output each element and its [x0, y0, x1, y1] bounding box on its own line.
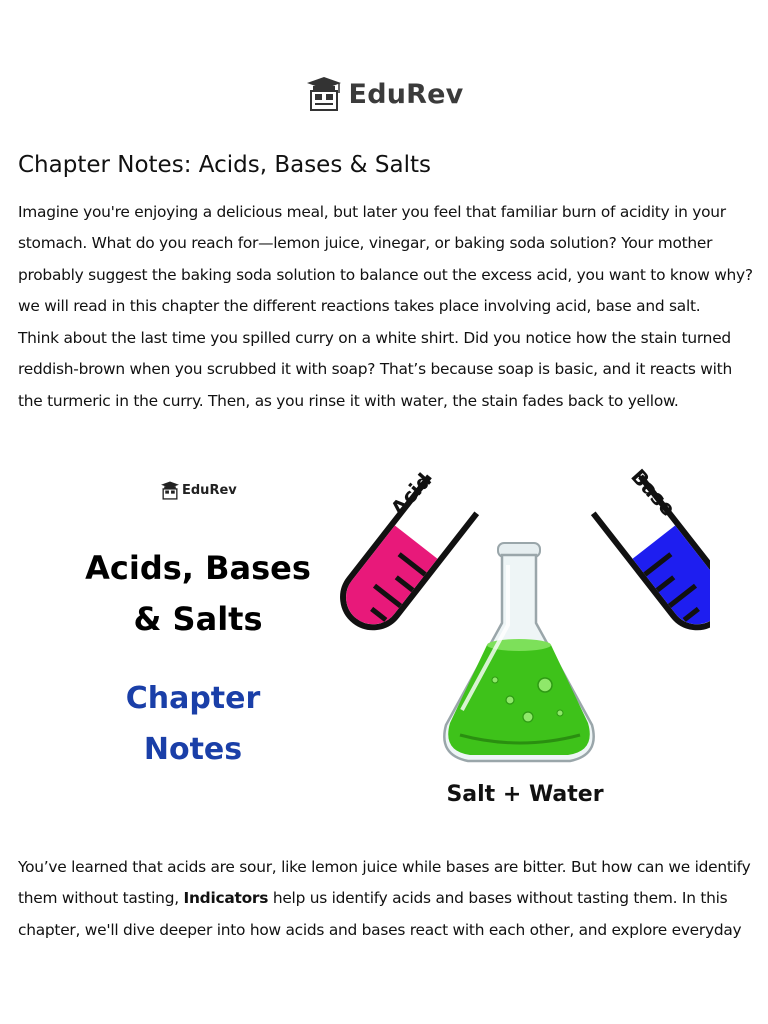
chemistry-illustration [330, 455, 710, 815]
edurev-logo[interactable] [0, 76, 768, 112]
figure-subtitle-line-2: Notes [143, 732, 243, 767]
chapter-cover-image [80, 455, 720, 815]
graduation-cap-icon [305, 76, 343, 112]
figure-title-line-2: & Salts [133, 600, 263, 638]
salt-water-label: Salt + Water [446, 782, 604, 807]
p3-text-after: help us identify acids and bases without tasting them. In this chapter, we'll dive deeper into how acids and bases react with each other, and explore everyday [18, 889, 742, 939]
figure-subtitle-line-1: Chapter [125, 681, 261, 716]
figure-title [80, 543, 316, 645]
figure-subtitle [80, 673, 306, 775]
figure-logo [160, 481, 237, 500]
body-paragraph-3 [18, 852, 758, 946]
logo-text: EduRev [348, 78, 464, 110]
page-title: Chapter Notes: Acids, Bases & Salts [18, 152, 431, 178]
figure-logo-text: EduRev [182, 483, 237, 498]
intro-paragraph-1: Imagine you're enjoying a delicious meal, but later you feel that familiar burn of acidity in your stomach. What do you reach for—lemon juice, vinegar, or baking soda solution? Your mother probably suggest the baking soda solution to balance out the excess acid, you want to know why? we will read in this chapter the different reactions takes place involving acid, base and salt. [18, 203, 753, 316]
graduation-cap-icon [160, 481, 180, 500]
base-label: Base [626, 464, 681, 521]
figure-title-line-1: Acids, Bases [85, 549, 311, 587]
indicators-term: Indicators [183, 889, 269, 908]
acid-label: Acid [385, 468, 437, 521]
p3-text-before: You’ve learned that acids are sour, like lemon juice while bases are bitter. But how can we identify them without tasting, [18, 858, 751, 908]
intro-paragraph-2: Think about the last time you spilled curry on a white shirt. Did you notice how the stain turned reddish-brown when you scrubbed it with soap? That’s because soap is basic, and it reacts with the turmeric in the curry. Then, as you rinse it with water, the stain fades back to yellow. [18, 329, 732, 410]
flask [444, 543, 593, 761]
